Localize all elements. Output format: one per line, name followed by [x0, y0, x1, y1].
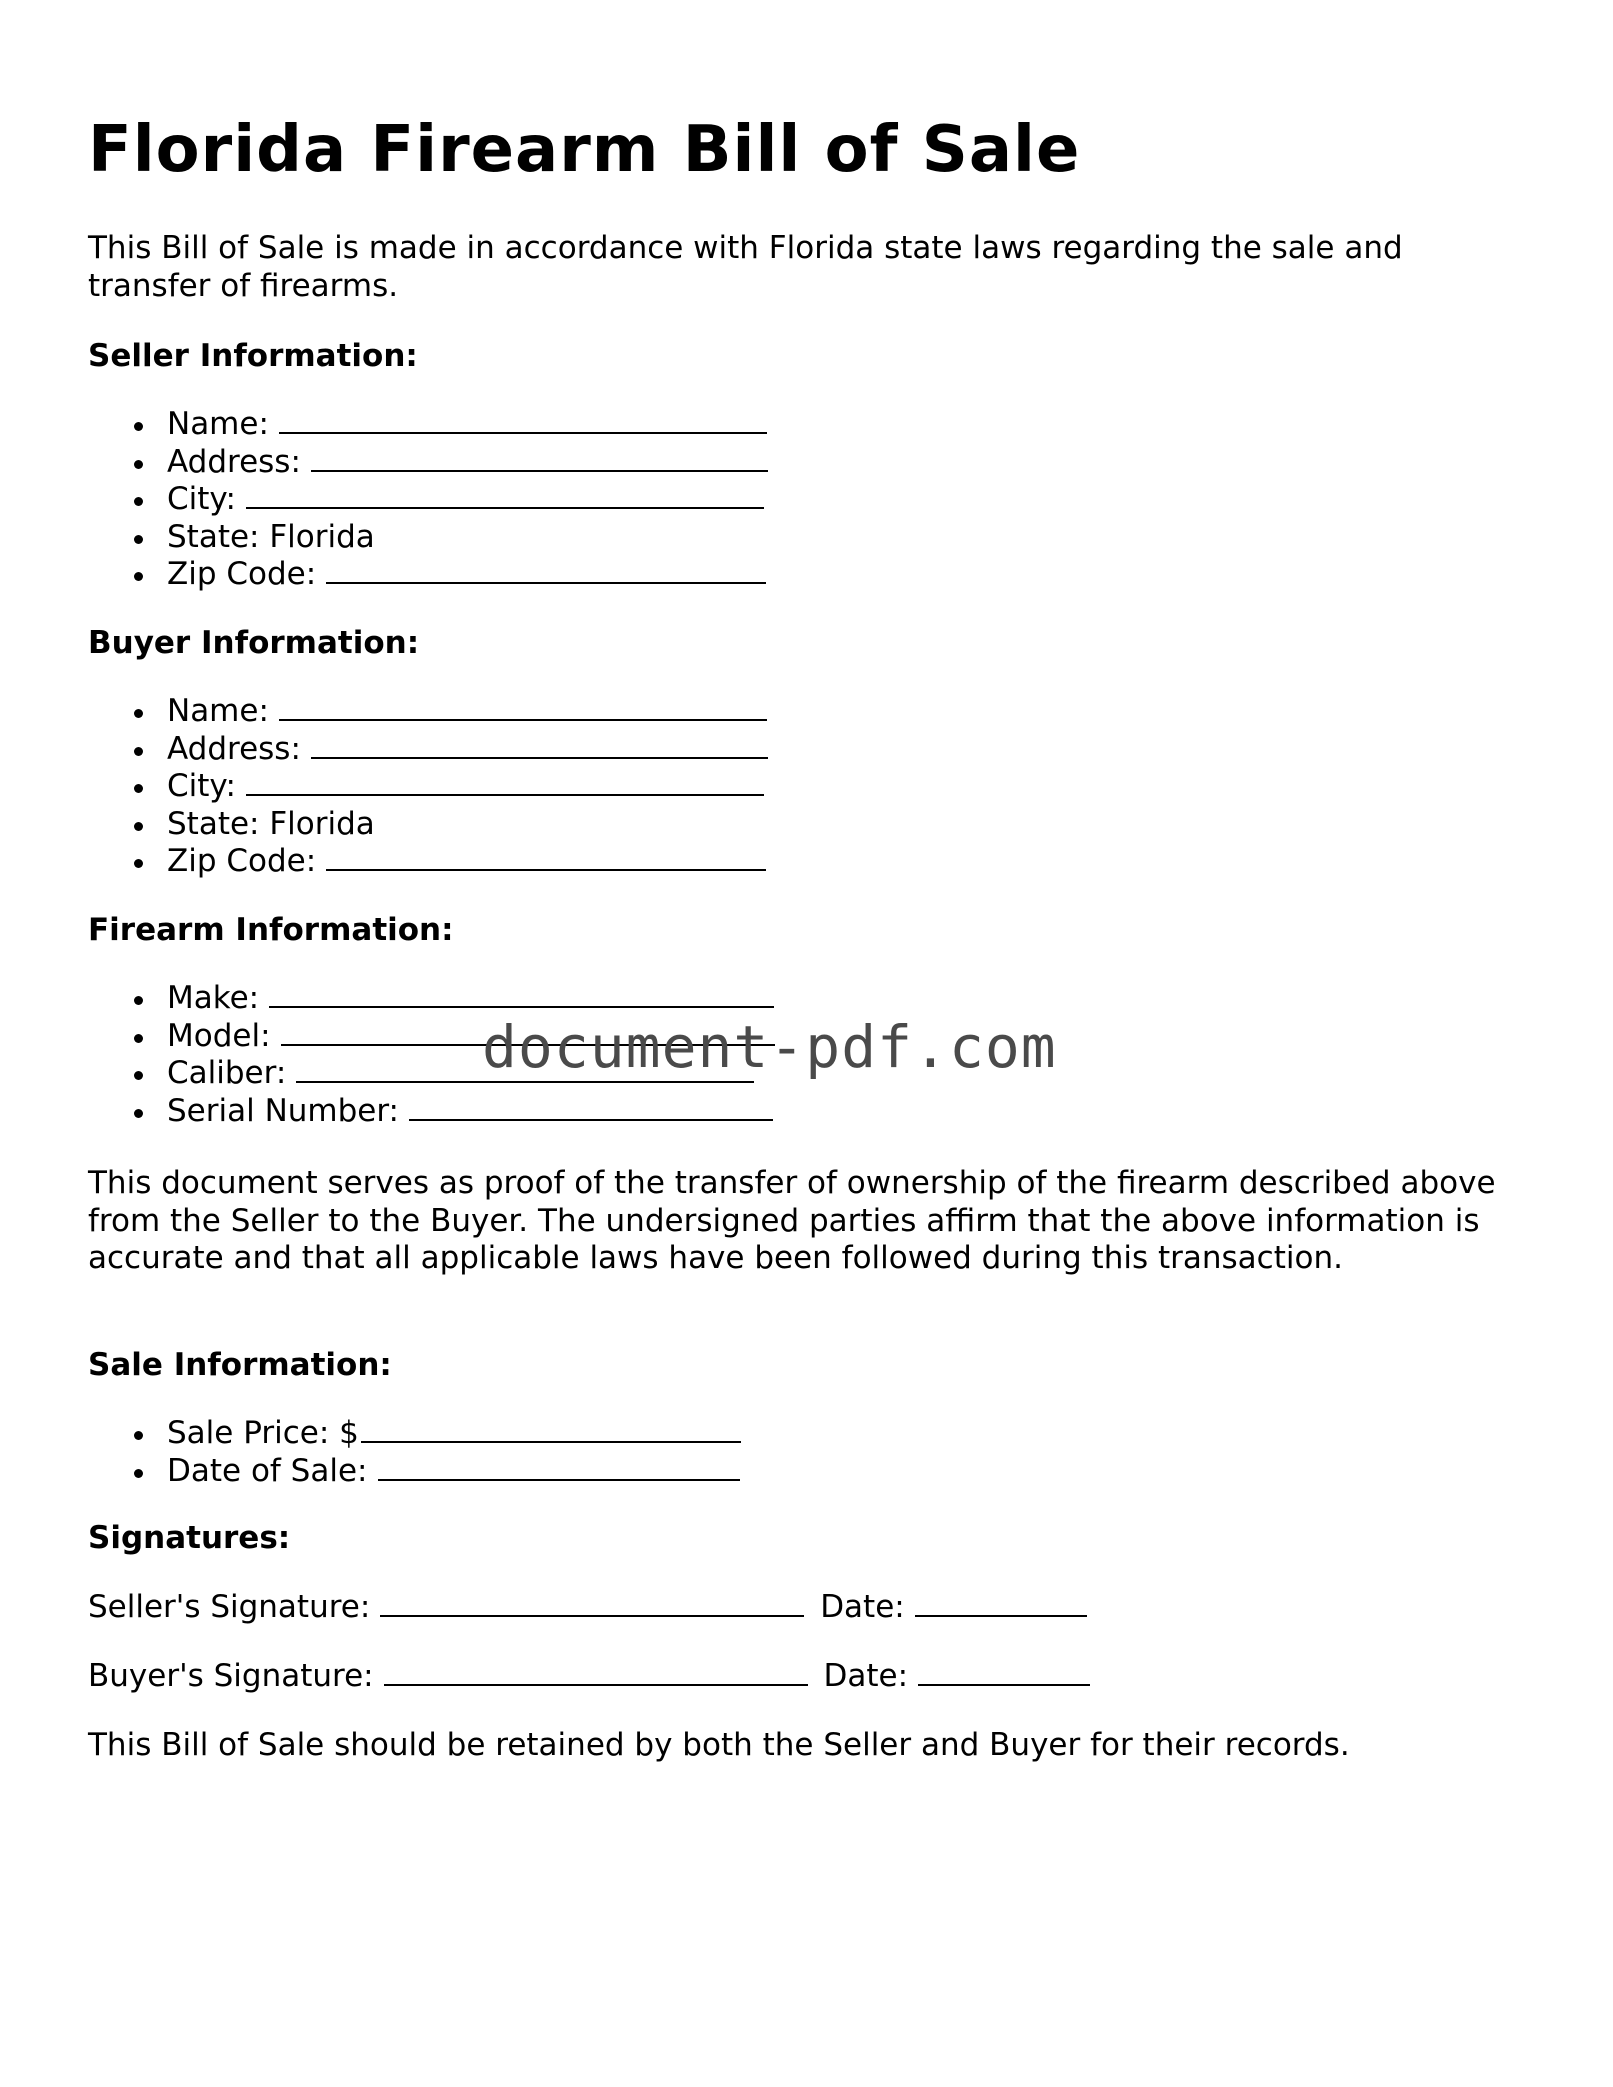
buyer-name-field: [88, 693, 768, 731]
sale-date-label: Date of Sale:: [167, 1452, 368, 1489]
seller-signature-blank[interactable]: [380, 1589, 804, 1617]
buyer-address-field: [88, 731, 768, 769]
seller-fields: [88, 406, 768, 594]
transfer-statement: This document serves as proof of the transfer of ownership of the firearm described above from the Seller to the Buyer. The undersigned parties affirm that the above information is accurate and that all applicable laws have been followed during this transaction.: [88, 1165, 1496, 1277]
signatures-heading: Signatures:: [88, 1520, 291, 1556]
firearm-caliber-label: Caliber:: [167, 1055, 287, 1092]
document-title: Florida Firearm Bill of Sale: [88, 113, 1081, 187]
seller-city-field: [88, 481, 768, 519]
sale-date-field: [88, 1453, 741, 1491]
seller-address-blank[interactable]: [311, 444, 768, 472]
firearm-make-blank[interactable]: [269, 980, 774, 1008]
buyer-zip-label: Zip Code:: [167, 843, 317, 880]
buyer-name-label: Name:: [167, 693, 269, 729]
buyer-city-field: [88, 768, 768, 806]
sale-fields: [88, 1415, 741, 1490]
seller-city-blank[interactable]: [246, 481, 764, 509]
firearm-heading: Firearm Information:: [88, 912, 454, 948]
firearm-serial-field: [88, 1093, 775, 1131]
seller-zip-field: [88, 556, 768, 594]
seller-address-field: [88, 444, 768, 482]
seller-state-text: State: Florida: [167, 518, 375, 555]
seller-zip-blank[interactable]: [326, 556, 766, 584]
firearm-model-label: Model:: [167, 1017, 271, 1054]
seller-signature-row: [88, 1589, 1087, 1627]
buyer-signature-label: Buyer's Signature:: [88, 1658, 374, 1694]
firearm-serial-blank[interactable]: [409, 1093, 773, 1121]
seller-address-label: Address:: [167, 443, 301, 480]
buyer-city-label: City:: [167, 768, 236, 805]
firearm-make-label: Make:: [167, 980, 260, 1016]
buyer-zip-blank[interactable]: [326, 843, 766, 871]
seller-city-label: City:: [167, 481, 236, 518]
seller-name-field: [88, 406, 768, 444]
sale-heading: Sale Information:: [88, 1347, 392, 1383]
seller-date-label: Date:: [820, 1589, 905, 1625]
buyer-date-blank[interactable]: [918, 1658, 1090, 1686]
buyer-fields: [88, 693, 768, 881]
buyer-heading: Buyer Information:: [88, 625, 420, 661]
buyer-address-label: Address:: [167, 730, 301, 767]
seller-state-field: [88, 519, 768, 557]
buyer-zip-field: [88, 843, 768, 881]
buyer-state-field: [88, 806, 768, 844]
seller-date-blank[interactable]: [915, 1589, 1087, 1617]
intro-paragraph: This Bill of Sale is made in accordance with Florida state laws regarding the sale and transfer of firearms.: [88, 230, 1403, 304]
seller-zip-label: Zip Code:: [167, 556, 317, 593]
buyer-city-blank[interactable]: [246, 768, 764, 796]
seller-name-label: Name:: [167, 406, 269, 442]
buyer-name-blank[interactable]: [279, 693, 767, 721]
sale-date-blank[interactable]: [378, 1453, 740, 1481]
buyer-date-label: Date:: [823, 1658, 909, 1694]
sale-price-label: Sale Price: $: [167, 1415, 359, 1451]
seller-signature-label: Seller's Signature:: [88, 1589, 371, 1625]
seller-name-blank[interactable]: [279, 406, 767, 434]
seller-heading: Seller Information:: [88, 338, 418, 374]
closing-paragraph: This Bill of Sale should be retained by both the Seller and Buyer for their records.: [88, 1727, 1350, 1763]
buyer-address-blank[interactable]: [311, 731, 768, 759]
firearm-serial-label: Serial Number:: [167, 1092, 400, 1129]
watermark-text: document-pdf.com: [482, 1013, 1057, 1081]
buyer-signature-blank[interactable]: [384, 1658, 808, 1686]
buyer-signature-row: [88, 1658, 1090, 1696]
buyer-state-text: State: Florida: [167, 805, 375, 842]
sale-price-blank[interactable]: [361, 1415, 741, 1443]
sale-price-field: [88, 1415, 741, 1453]
